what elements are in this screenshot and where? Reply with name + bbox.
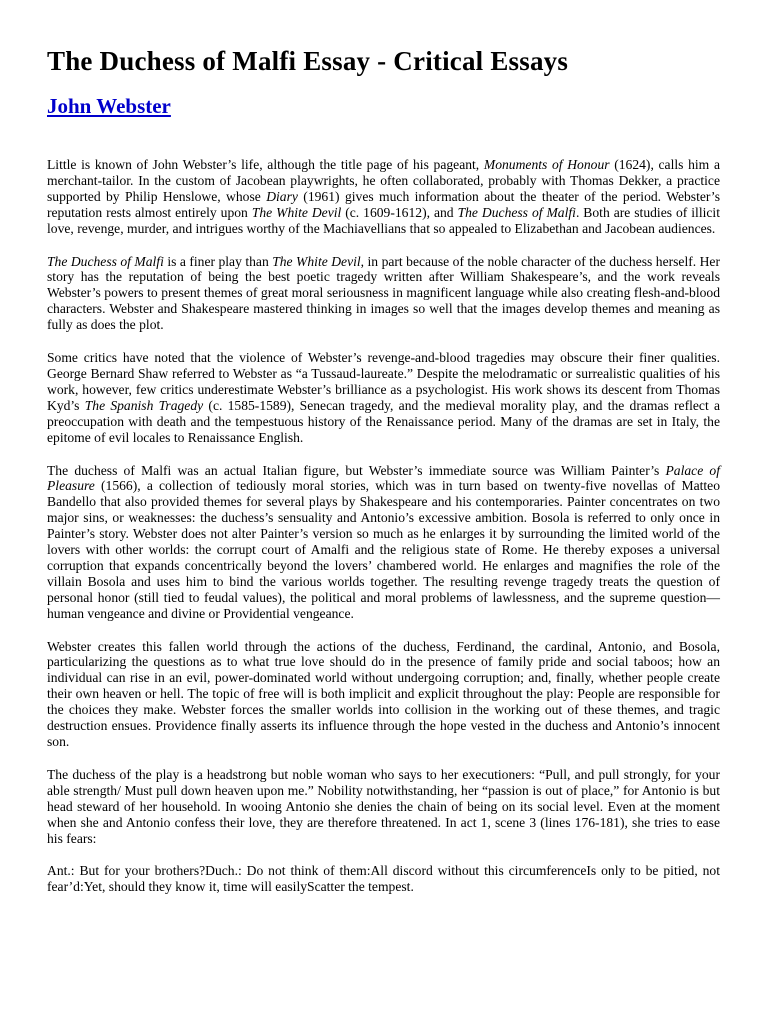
italic-title: The Duchess of Malfi [47,253,164,269]
text-run: (c. 1609-1612), and [341,204,458,220]
italic-title: Monuments of Honour [483,157,610,172]
paragraph-4 [47,463,720,622]
italic-title: The White Devil [272,253,361,269]
page-title: The Duchess of Malfi Essay - Critical Essays [47,46,569,76]
essay-body [47,157,720,895]
italic-title: Palace of Pleasure [47,462,720,494]
text-run: (1961) gives much information about the theater of the period. Webster’s reputation rests almost entirely upon [47,188,720,220]
text-run: (1566), a collection of tediously moral stories, which was in turn based on twenty-five novellas of Matteo Bandello that also provided themes for several plays by Shakespeare and his contemporaries. Painter concentrates on two major sins, or weaknesses: the duchess’s sensuality and Antonio’s excessive ambition. Bosola is referred to only once in Painter’s story. Webster does not alter Painter’s version so much as he enlarges it by surrounding the limited world of the lovers with other worlds: the corrupt court of Amalfi and the religious state of Rome. He thereby exposes a universal corruption that expands concentrically beyond the lovers’ chambered world. He enlarges and magnifies the role of the villain Bosola and uses him to bind the various worlds together. The resulting revenge tragedy treats the question of personal honor (still tied to feudal values), the political and moral problems of lawlessness, and the supreme question—human vengeance and divine or Providential vengeance. [47,478,720,621]
paragraph-1 [47,157,720,237]
paragraph-3 [47,350,720,445]
paragraph-7: Ant.: But for your brothers?Duch.: Do not think of them:All discord without this circumferenceIs only to be pitied, not fear’d:Yet, should they know it, time will easilyScatter the tempest. [47,863,720,895]
text-run: . Both are studies of illicit love, revenge, murder, and intrigues worthy of the Machiavellians that so appealed to Elizabethan and Jacobean audiences. [47,204,720,236]
italic-title: The Duchess of Malfi [457,204,576,220]
italic-title: The White Devil [251,204,342,220]
text-run: Some critics have noted that the violence of Webster’s revenge-and-blood tragedies may obscure their finer qualities. George Bernard Shaw referred to Webster as “a Tussaud-laureate.” Despite the melodramatic or surrealistic qualities of his work, however, few critics underestimate Webster’s brilliance as a psychologist. His work shows its descent from Thomas Kyd’s [47,350,720,413]
author-link[interactable]: John Webster [47,94,171,118]
text-run: is a finer play than [163,253,273,269]
paragraph-6: The duchess of the play is a headstrong but noble woman who says to her executioners: “Pull, and pull strongly, for your able strength/ Must pull down heaven upon me.” Nobility notwithstanding, her “passion is out of place,” for Antonio is but head steward of her household. In wooing Antonio she denies the chain of being on its social level. Even at the moment when she and Antonio confess their love, they are therefore threatened. In act 1, scene 3 (lines 176-181), she tries to ease his fears: [47,766,720,846]
italic-title: Diary [266,188,298,204]
text-run: The duchess of Malfi was an actual Italian figure, but Webster’s immediate source was William Painter’s [47,462,666,478]
italic-title: The Spanish Tragedy [84,397,204,413]
paragraph-2 [47,254,720,334]
paragraph-5: Webster creates this fallen world through the actions of the duchess, Ferdinand, the cardinal, Antonio, and Bosola, particularizing the questions as to what true love should do in the presence of family pride and social taboos; how an individual can rise in an evil, power-dominated world without undergoing corruption; and, finally, whether people create their own heaven or hell. The topic of free will is both implicit and explicit throughout the play: People are responsible for the choices they make. Webster forces the smaller worlds into collision in the working out of these themes, and tragic destruction ensues. Providence finally asserts its influence through the hope vested in the duchess and Antonio’s innocent son. [47,638,720,749]
text-run: Little is known of John Webster’s life, although the title page of his pageant, [47,157,484,172]
text-run: , in part because of the noble character of the duchess herself. Her story has the reputation of being the best poetic tragedy written after William Shakespeare’s, and the work reveals Webster’s powers to present themes of great moral seriousness in magnificent language while also creating flesh-and-blood characters. Webster and Shakespeare mastered thinking in images so well that the images develop themes and meaning as fully as does the plot. [47,253,720,333]
text-run: (1624), calls him a merchant-tailor. In the custom of Jacobean playwrights, he often collaborated, probably with Thomas Dekker, a practice supported by Philip Henslowe, whose [47,157,720,204]
text-run: (c. 1585-1589), Senecan tragedy, and the medieval morality play, and the dramas reflect a preoccupation with death and the tempestuous history of the Renaissance period. Many of the dramas are set in Italy, the epitome of evil locales to Renaissance English. [47,397,720,445]
